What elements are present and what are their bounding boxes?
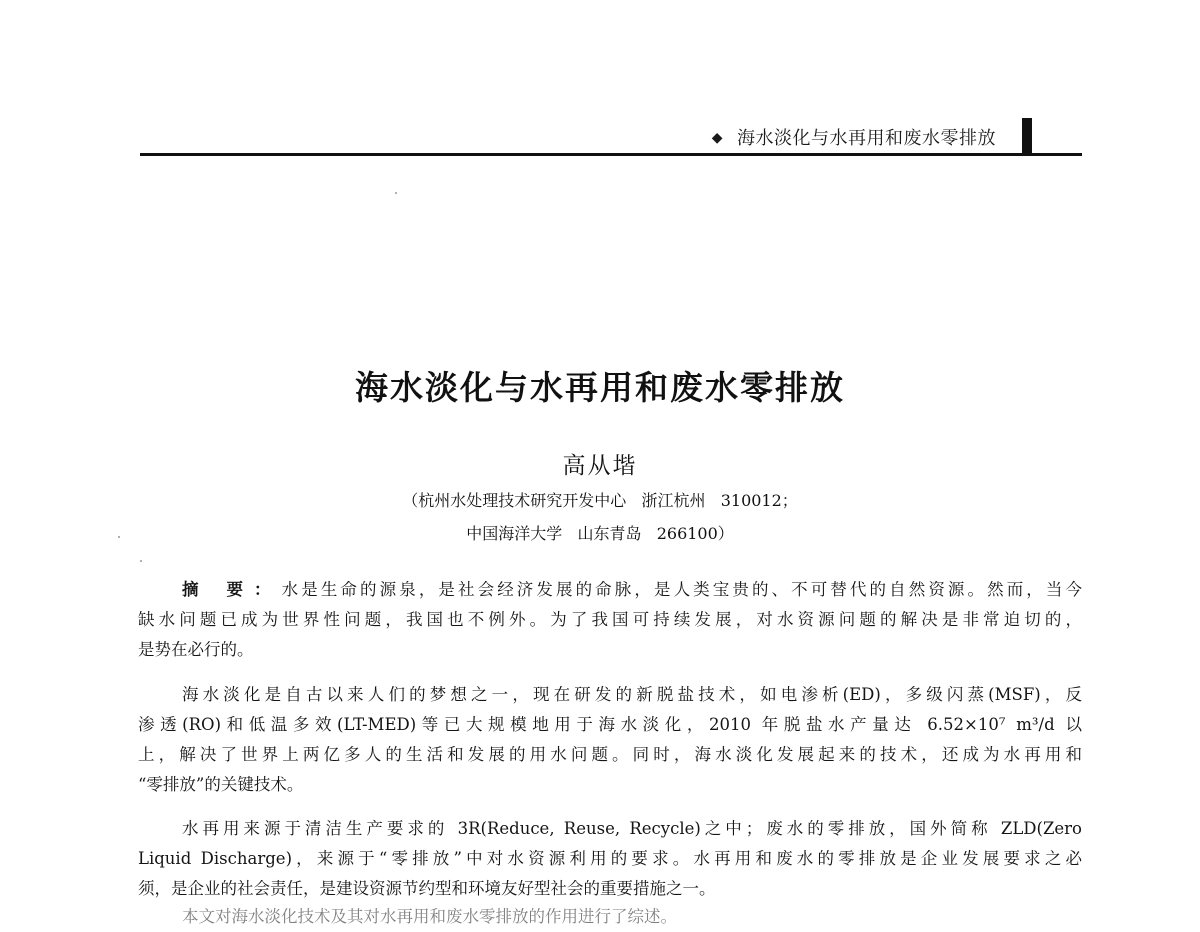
abstract-label: 摘 要：: [182, 580, 282, 599]
body-line: 须，是企业的社会责任，是建设资源节约型和环境友好型社会的重要措施之一。: [138, 879, 716, 898]
author-name: 高从堦: [562, 453, 638, 479]
abstract-line: 是势在必行的。: [138, 640, 254, 659]
affiliation-line-1: （杭州水处理技术研究开发中心 浙江杭州 310012；: [402, 491, 798, 510]
body-paragraph-desalination: [138, 680, 1082, 800]
article-title: 海水淡化与水再用和废水零排放: [355, 368, 845, 407]
body-paragraph-reuse: [138, 814, 1082, 904]
affiliation-line-2: 中国海洋大学 山东青岛 266100）: [466, 524, 734, 543]
body-line: 上，解决了世界上两亿多人的生活和发展的用水问题。同时，海水淡化发展起来的技术，还成为水再用和: [138, 745, 1082, 764]
abstract-paragraph: [138, 575, 1082, 665]
running-header: [140, 122, 1082, 156]
body-line: 本文对海水淡化技术及其对水再用和废水零排放的作用进行了综述。: [182, 907, 677, 926]
body-line: “零排放”的关键技术。: [138, 775, 304, 794]
running-header-text: 海水淡化与水再用和废水零排放: [737, 128, 996, 149]
diamond-bullet-icon: ◆: [711, 130, 723, 146]
body-line: Liquid Discharge)，来源于“零排放”中对水资源利用的要求。水再用和废水的零排放是企业发展要求之必: [138, 849, 1082, 868]
body-paragraph-cutoff: [138, 902, 1082, 932]
scan-speck: [395, 192, 397, 194]
body-line: 海水淡化是自古以来人们的梦想之一，现在研发的新脱盐技术，如电渗析(ED)，多级闪蒸(MSF)，反: [182, 685, 1082, 704]
abstract-line: 缺水问题已成为世界性问题，我国也不例外。为了我国可持续发展，对水资源问题的解决是非常迫切的，: [138, 610, 1082, 629]
scan-speck: [118, 536, 120, 538]
header-marker-bar: [1022, 118, 1032, 156]
running-header-title: [712, 124, 996, 150]
body-line: 渗透(RO)和低温多效(LT-MED)等已大规模地用于海水淡化，2010 年脱盐水产量达 6.52×10⁷ m³/d 以: [138, 715, 1082, 734]
scan-speck: [140, 560, 142, 562]
body-line: 水再用来源于清洁生产要求的 3R(Reduce, Reuse, Recycle)之中；废水的零排放，国外简称 ZLD(Zero: [182, 819, 1082, 838]
header-rule: [140, 153, 1082, 156]
abstract-line-text: 水是生命的源泉，是社会经济发展的命脉，是人类宝贵的、不可替代的自然资源。然而，当今: [281, 580, 1082, 599]
abstract-line: [138, 575, 1082, 605]
